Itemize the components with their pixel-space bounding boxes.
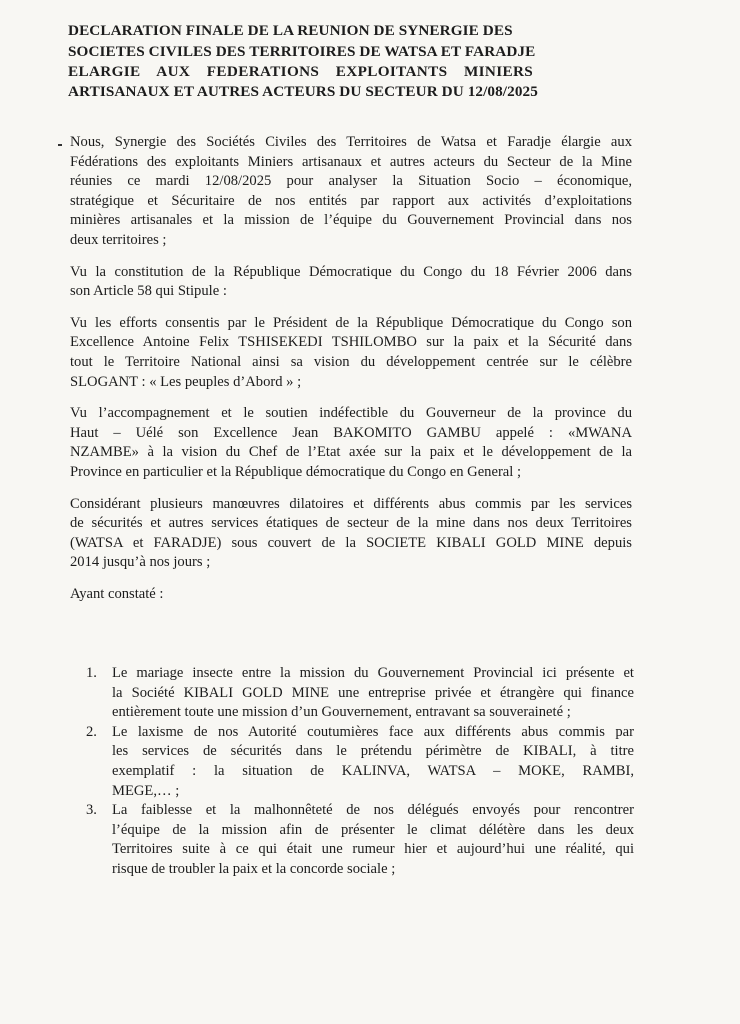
list-line: l’équipe de la mission afin de présenter le climat délétère dans les deux [112,821,634,838]
list-line: Le laxisme de nos Autorité coutumières face aux différents abus commis par [112,723,634,740]
paragraph-line: Province en particulier et la République démocratique du Congo en General ; [70,463,522,480]
paragraph-intro [70,133,632,251]
paragraph-line: son Article 58 qui Stipule : [70,283,227,300]
list-line: La faiblesse et la malhonnêteté de nos délégués envoyés pour rencontrer [112,802,634,819]
title-line-1 [68,22,628,42]
list-line: Territoires suite à ce qui était une rumeur hier et aujourd’hui une réalité, qui [112,841,634,858]
list-item-body [112,664,634,723]
paragraph-line: Fédérations des exploitants Miniers artisanaux et autres acteurs du Secteur de la Mine [70,153,632,170]
paragraph-line: tout le Territoire National ainsi sa vision du développement centrée sur le célèbre [70,353,632,370]
declaration-title [68,22,628,102]
list-item-number: 2. [86,723,97,740]
paragraph-line: de sécurités et autres services étatiques de secteur de la mine dans nos deux Territoires [70,515,632,532]
paragraph-line: Nous, Synergie des Sociétés Civiles des Territoires de Watsa et Faradje élargie aux [70,134,632,150]
list-item-number: 1. [86,665,97,681]
paragraph-line: Ayant constaté : [70,585,164,602]
paragraph-line: minières artisanales et la mission de l’équipe du Gouvernement Provincial dans nos [70,212,632,229]
list-item [86,801,634,879]
paragraph-line: Haut – Uélé son Excellence Jean BAKOMITO GAMBU appelé : «MWANA [70,424,632,441]
list-item [86,664,634,723]
title-line-4: ARTISANAUX ET AUTRES ACTEURS DU SECTEUR DU 12/08/2025 [68,83,538,100]
list-item-body [112,801,634,879]
paragraph-president [70,314,632,392]
paragraph-line: stratégique et Sécuritaire de nos entités par rapport aux activités d’exploitations [70,192,632,209]
list-line: risque de troubler la paix et la concorde sociale ; [112,860,396,877]
preamble-body [70,133,632,616]
paragraph-line: (WATSA et FARADJE) sous couvert de la SOCIETE KIBALI GOLD MINE depuis [70,534,632,551]
list-line: les services de sécurités dans le prétendu périmètre de KIBALI, à titre [112,743,634,760]
paragraph-line: deux territoires ; [70,231,167,248]
list-line: la Société KIBALI GOLD MINE une entreprise privée et étrangère qui finance [112,684,634,701]
paragraph-line: Vu la constitution de la République Démocratique du Congo du 18 Février 2006 dans [70,263,632,280]
paragraph-line: Excellence Antoine Felix TSHISEKEDI TSHILOMBO sur la paix et la Sécurité dans [70,334,632,351]
findings-list [86,664,634,880]
title-line-3-text: ELARGIE AUX FEDERATIONS EXPLOITANTS MINIERS [68,63,534,80]
title-line-3 [68,62,628,82]
paragraph-line: Considérant plusieurs manœuvres dilatoires et différents abus commis par les services [70,495,632,512]
paragraph-line: Vu l’accompagnement et le soutien indéfectible du Gouverneur de la province du [70,405,632,422]
paragraph-considering [70,495,632,573]
title-line-2: SOCIETES CIVILES DES TERRITOIRES DE WATSA ET FARADJE [68,43,536,60]
list-line: exemplatif : la situation de KALINVA, WATSA – MOKE, RAMBI, [112,762,634,779]
margin-mark [58,144,62,146]
title-line-1-text: DECLARATION FINALE DE LA REUNION DE SYNERGIE DES [68,22,513,39]
paragraph-line: NZAMBE» à la vision du Chef de l’Etat axée sur la paix et le développement de la [70,444,632,461]
paragraph-governor [70,404,632,482]
paragraph-line: 2014 jusqu’à nos jours ; [70,554,211,571]
paragraph-line: SLOGANT : « Les peuples d’Abord » ; [70,373,302,390]
list-line: Le mariage insecte entre la mission du Gouvernement Provincial ici présente et [112,665,634,681]
paragraph-line: réunies ce mardi 12/08/2025 pour analyser la Situation Socio – économique, [70,173,632,190]
list-line: MEGE,… ; [112,782,180,799]
list-item [86,723,634,801]
list-line: entièrement toute une mission d’un Gouvernement, entravant sa souveraineté ; [112,704,571,721]
list-item-number: 3. [86,802,97,819]
paragraph-line: Vu les efforts consentis par le Président de la République Démocratique du Congo son [70,314,632,331]
list-item-body [112,723,634,801]
paragraph-ayant-constate [70,585,632,605]
paragraph-constitution [70,263,632,302]
